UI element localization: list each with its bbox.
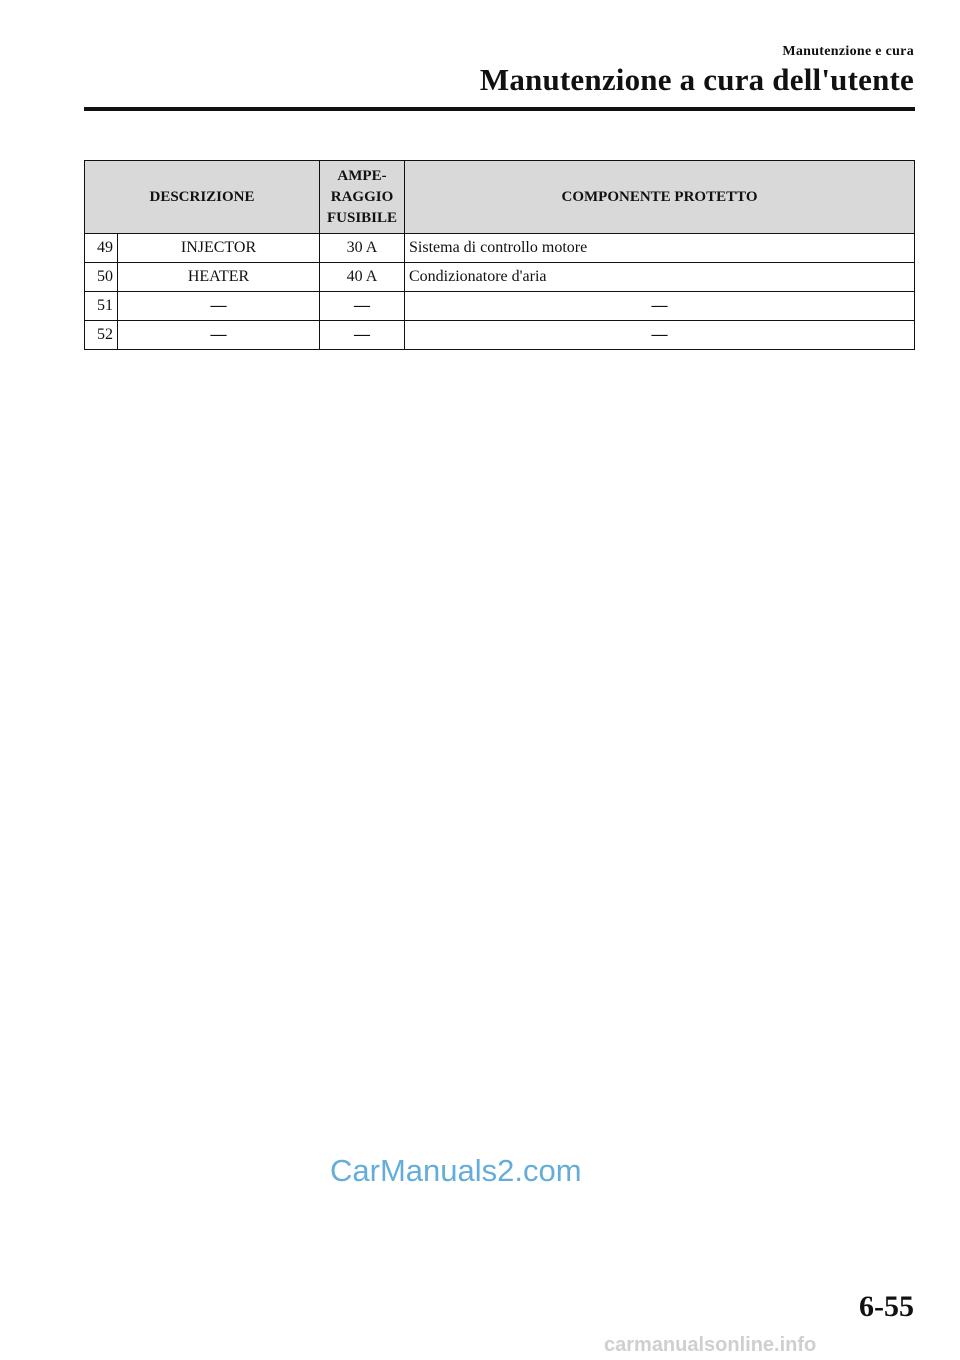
row-component: Condizionatore d'aria [405,263,915,292]
row-description: HEATER [118,263,320,292]
table-header-row [85,161,915,234]
section-label: Manutenzione e cura [782,44,914,59]
row-description: — [118,292,320,321]
title-divider [84,107,915,111]
page-title: Manutenzione a cura dell'utente [479,62,914,97]
header-amperaggio-line1: AMPE- [337,167,387,184]
row-number: 51 [85,292,118,321]
header-componente: COMPONENTE PROTETTO [405,161,915,234]
row-description: INJECTOR [118,234,320,263]
header-amperaggio-line3: FUSIBILE [326,209,398,226]
header-amperaggio [320,161,405,234]
row-amperage: 40 A [320,263,405,292]
fuse-table [84,160,915,350]
footer-site-link[interactable]: carmanualsonline.info [604,1334,817,1356]
row-amperage: — [320,292,405,321]
row-number: 49 [85,234,118,263]
watermark-link[interactable]: CarManuals2.com [330,1153,582,1188]
row-component: — [405,321,915,350]
row-amperage: — [320,321,405,350]
row-component: Sistema di controllo motore [405,234,915,263]
row-number: 50 [85,263,118,292]
table-row [85,292,915,321]
header-descrizione: DESCRIZIONE [85,161,320,234]
row-amperage: 30 A [320,234,405,263]
table-row [85,234,915,263]
table-row [85,263,915,292]
row-component: — [405,292,915,321]
row-description: — [118,321,320,350]
table-row [85,321,915,350]
row-number: 52 [85,321,118,350]
header-amperaggio-line2: RAGGIO [330,188,394,205]
page-number: 6-55 [859,1290,914,1323]
